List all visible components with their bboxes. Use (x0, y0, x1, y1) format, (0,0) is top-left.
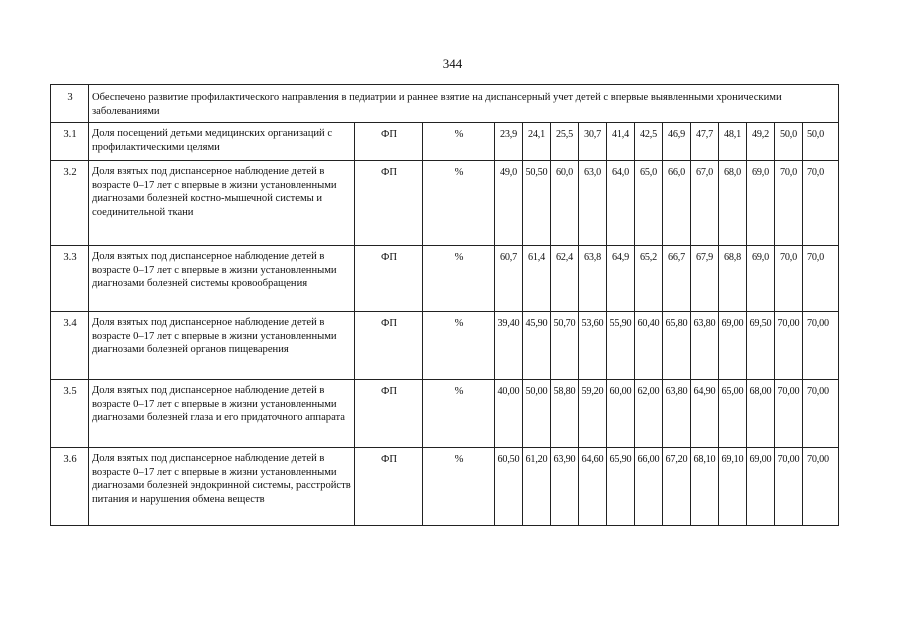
value-cell: 70,00 (803, 448, 839, 526)
page-number: 344 (442, 56, 463, 71)
unit-cell: % (423, 380, 495, 448)
value-cell: 55,90 (607, 312, 635, 380)
value-cell: 69,10 (719, 448, 747, 526)
indicator-row (51, 123, 839, 161)
indicator-row (51, 312, 839, 380)
indicator-name: Доля взятых под диспансерное наблюдение детей в возрасте 0–17 лет с впервые в жизни установленными диагнозами болезней глаза и его придаточного аппарата (89, 380, 355, 448)
value-cell: 62,00 (635, 380, 663, 448)
value-cell: 67,20 (663, 448, 691, 526)
value-cell: 63,0 (579, 161, 607, 246)
value-cell: 25,5 (551, 123, 579, 161)
value-cell: 50,00 (523, 380, 551, 448)
row-number: 3.3 (51, 246, 89, 312)
value-cell: 50,0 (803, 123, 839, 161)
value-cell: 63,90 (551, 448, 579, 526)
value-cell: 69,00 (719, 312, 747, 380)
value-cell: 53,60 (579, 312, 607, 380)
row-number: 3.2 (51, 161, 89, 246)
value-cell: 60,40 (635, 312, 663, 380)
indicator-name: Доля взятых под диспансерное наблюдение детей в возрасте 0–17 лет с впервые в жизни установленными диагнозами болезней костно-мышечной системы и соединительной ткани (89, 161, 355, 246)
value-cell: 42,5 (635, 123, 663, 161)
source-cell: ФП (355, 448, 423, 526)
value-cell: 70,0 (803, 246, 839, 312)
source-cell: ФП (355, 312, 423, 380)
value-cell: 70,0 (775, 161, 803, 246)
indicator-name: Доля взятых под диспансерное наблюдение детей в возрасте 0–17 лет с впервые в жизни установленными диагнозами болезней эндокринной системы, расстройств питания и нарушения обмена веществ (89, 448, 355, 526)
value-cell: 64,0 (607, 161, 635, 246)
value-cell: 48,1 (719, 123, 747, 161)
indicators-table (50, 84, 839, 526)
value-cell: 61,4 (523, 246, 551, 312)
indicator-name: Доля взятых под диспансерное наблюдение детей в возрасте 0–17 лет с впервые в жизни установленными диагнозами болезней органов пищеварения (89, 312, 355, 380)
indicator-row (51, 246, 839, 312)
value-cell: 70,0 (803, 161, 839, 246)
value-cell: 39,40 (495, 312, 523, 380)
unit-cell: % (423, 123, 495, 161)
value-cell: 70,00 (775, 380, 803, 448)
value-cell: 50,0 (775, 123, 803, 161)
value-cell: 30,7 (579, 123, 607, 161)
indicator-name: Доля посещений детьми медицинских организаций с профилактическими целями (89, 123, 355, 161)
value-cell: 61,20 (523, 448, 551, 526)
value-cell: 68,00 (747, 380, 775, 448)
value-cell: 69,00 (747, 448, 775, 526)
value-cell: 66,7 (663, 246, 691, 312)
indicator-row (51, 161, 839, 246)
value-cell: 63,8 (579, 246, 607, 312)
value-cell: 62,4 (551, 246, 579, 312)
value-cell: 69,0 (747, 161, 775, 246)
value-cell: 69,0 (747, 246, 775, 312)
value-cell: 23,9 (495, 123, 523, 161)
value-cell: 60,50 (495, 448, 523, 526)
value-cell: 60,0 (551, 161, 579, 246)
value-cell: 65,00 (719, 380, 747, 448)
unit-cell: % (423, 448, 495, 526)
value-cell: 46,9 (663, 123, 691, 161)
value-cell: 66,00 (635, 448, 663, 526)
value-cell: 70,0 (775, 246, 803, 312)
value-cell: 70,00 (803, 380, 839, 448)
value-cell: 65,90 (607, 448, 635, 526)
value-cell: 65,80 (663, 312, 691, 380)
value-cell: 70,00 (775, 312, 803, 380)
row-number: 3.4 (51, 312, 89, 380)
value-cell: 60,7 (495, 246, 523, 312)
value-cell: 40,00 (495, 380, 523, 448)
value-cell: 68,0 (719, 161, 747, 246)
value-cell: 49,0 (495, 161, 523, 246)
value-cell: 66,0 (663, 161, 691, 246)
source-cell: ФП (355, 246, 423, 312)
value-cell: 50,70 (551, 312, 579, 380)
row-number: 3.1 (51, 123, 89, 161)
indicator-name: Доля взятых под диспансерное наблюдение детей в возрасте 0–17 лет с впервые в жизни установленными диагнозами болезней системы кровообращения (89, 246, 355, 312)
row-number: 3.6 (51, 448, 89, 526)
value-cell: 70,00 (775, 448, 803, 526)
value-cell: 63,80 (663, 380, 691, 448)
value-cell: 67,0 (691, 161, 719, 246)
row-number: 3.5 (51, 380, 89, 448)
indicator-row (51, 448, 839, 526)
unit-cell: % (423, 161, 495, 246)
source-cell: ФП (355, 123, 423, 161)
value-cell: 65,0 (635, 161, 663, 246)
source-cell: ФП (355, 161, 423, 246)
section-number: 3 (51, 85, 89, 123)
value-cell: 60,00 (607, 380, 635, 448)
value-cell: 24,1 (523, 123, 551, 161)
unit-cell: % (423, 312, 495, 380)
value-cell: 49,2 (747, 123, 775, 161)
value-cell: 45,90 (523, 312, 551, 380)
value-cell: 59,20 (579, 380, 607, 448)
value-cell: 64,9 (607, 246, 635, 312)
value-cell: 65,2 (635, 246, 663, 312)
value-cell: 50,50 (523, 161, 551, 246)
section-row (51, 85, 839, 123)
value-cell: 58,80 (551, 380, 579, 448)
value-cell: 68,8 (719, 246, 747, 312)
source-cell: ФП (355, 380, 423, 448)
value-cell: 63,80 (691, 312, 719, 380)
value-cell: 47,7 (691, 123, 719, 161)
indicator-row (51, 380, 839, 448)
value-cell: 64,60 (579, 448, 607, 526)
value-cell: 67,9 (691, 246, 719, 312)
value-cell: 69,50 (747, 312, 775, 380)
value-cell: 70,00 (803, 312, 839, 380)
value-cell: 64,90 (691, 380, 719, 448)
value-cell: 68,10 (691, 448, 719, 526)
value-cell: 41,4 (607, 123, 635, 161)
section-title: Обеспечено развитие профилактического направления в педиатрии и раннее взятие на диспансерный учет детей с впервые выявленными хроническими заболеваниями (89, 85, 839, 123)
unit-cell: % (423, 246, 495, 312)
